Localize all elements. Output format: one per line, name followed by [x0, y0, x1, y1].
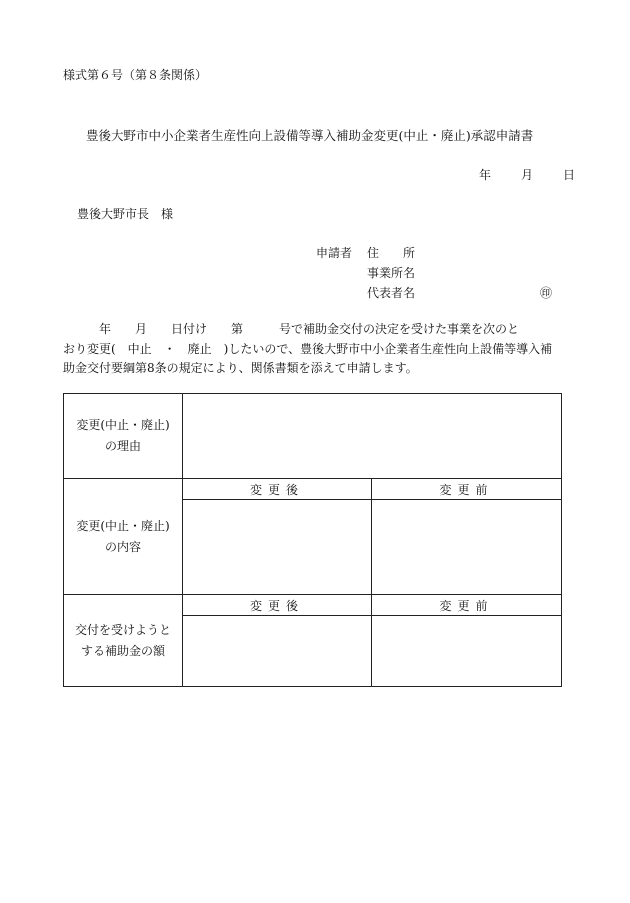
- content-label-cell: [64, 479, 183, 595]
- reason-label-line2: の理由: [104, 439, 141, 453]
- document-title: 豊後大野市中小企業者生産性向上設備等導入補助金変更(中止・廃止)承認申請書: [86, 128, 534, 143]
- content-after-input[interactable]: [183, 500, 372, 595]
- applicant-office-label: 事業所名: [367, 266, 416, 280]
- seal-mark: ㊞: [540, 286, 553, 300]
- form-number: 様式第６号（第８条関係）: [63, 68, 208, 82]
- addressee: 豊後大野市長 様: [77, 207, 174, 221]
- table-row-content-header: [64, 479, 562, 500]
- amount-label-line1: 交付を受けようと: [74, 622, 171, 637]
- date-line: [479, 166, 575, 183]
- content-before-input[interactable]: [372, 500, 562, 595]
- table-row-amount-header: [64, 595, 562, 616]
- applicant-address-label: 住 所: [367, 246, 416, 260]
- table-row-reason: [64, 394, 562, 479]
- content-before-header: 変更前: [372, 479, 562, 500]
- amount-after-header: 変更後: [183, 595, 372, 616]
- content-label-line1: 変更(中止・廃止): [76, 518, 170, 533]
- amount-before-input[interactable]: [372, 616, 562, 687]
- body-line: 年 月 日付け 第 号で補助金交付の決定を受けた事業を次のと: [63, 322, 520, 336]
- date-month: 月: [521, 168, 534, 182]
- content-label-line2: の内容: [104, 539, 141, 554]
- reason-label-cell: [64, 394, 183, 479]
- date-year: 年: [479, 168, 492, 182]
- amount-before-header: 変更前: [372, 595, 562, 616]
- body-text: [63, 320, 573, 379]
- content-after-header: 変更後: [183, 479, 372, 500]
- amount-label-cell: [64, 595, 183, 687]
- date-day: 日: [563, 168, 576, 182]
- reason-label-line1: 変更(中止・廃止): [76, 418, 170, 432]
- application-table: [63, 393, 562, 687]
- reason-input-cell[interactable]: [183, 394, 562, 479]
- applicant-representative-label: 代表者名: [367, 286, 416, 300]
- applicant-label: 申請者: [316, 246, 353, 260]
- amount-label-line2: する補助金の額: [80, 643, 165, 658]
- body-line: おり変更( 中止 ・ 廃止 )したいので、豊後大野市中小企業者生産性向上設備等導入補: [63, 341, 553, 356]
- body-line: 助金交付要綱第8条の規定により、関係書類を添えて申請します。: [63, 361, 418, 375]
- amount-after-input[interactable]: [183, 616, 372, 687]
